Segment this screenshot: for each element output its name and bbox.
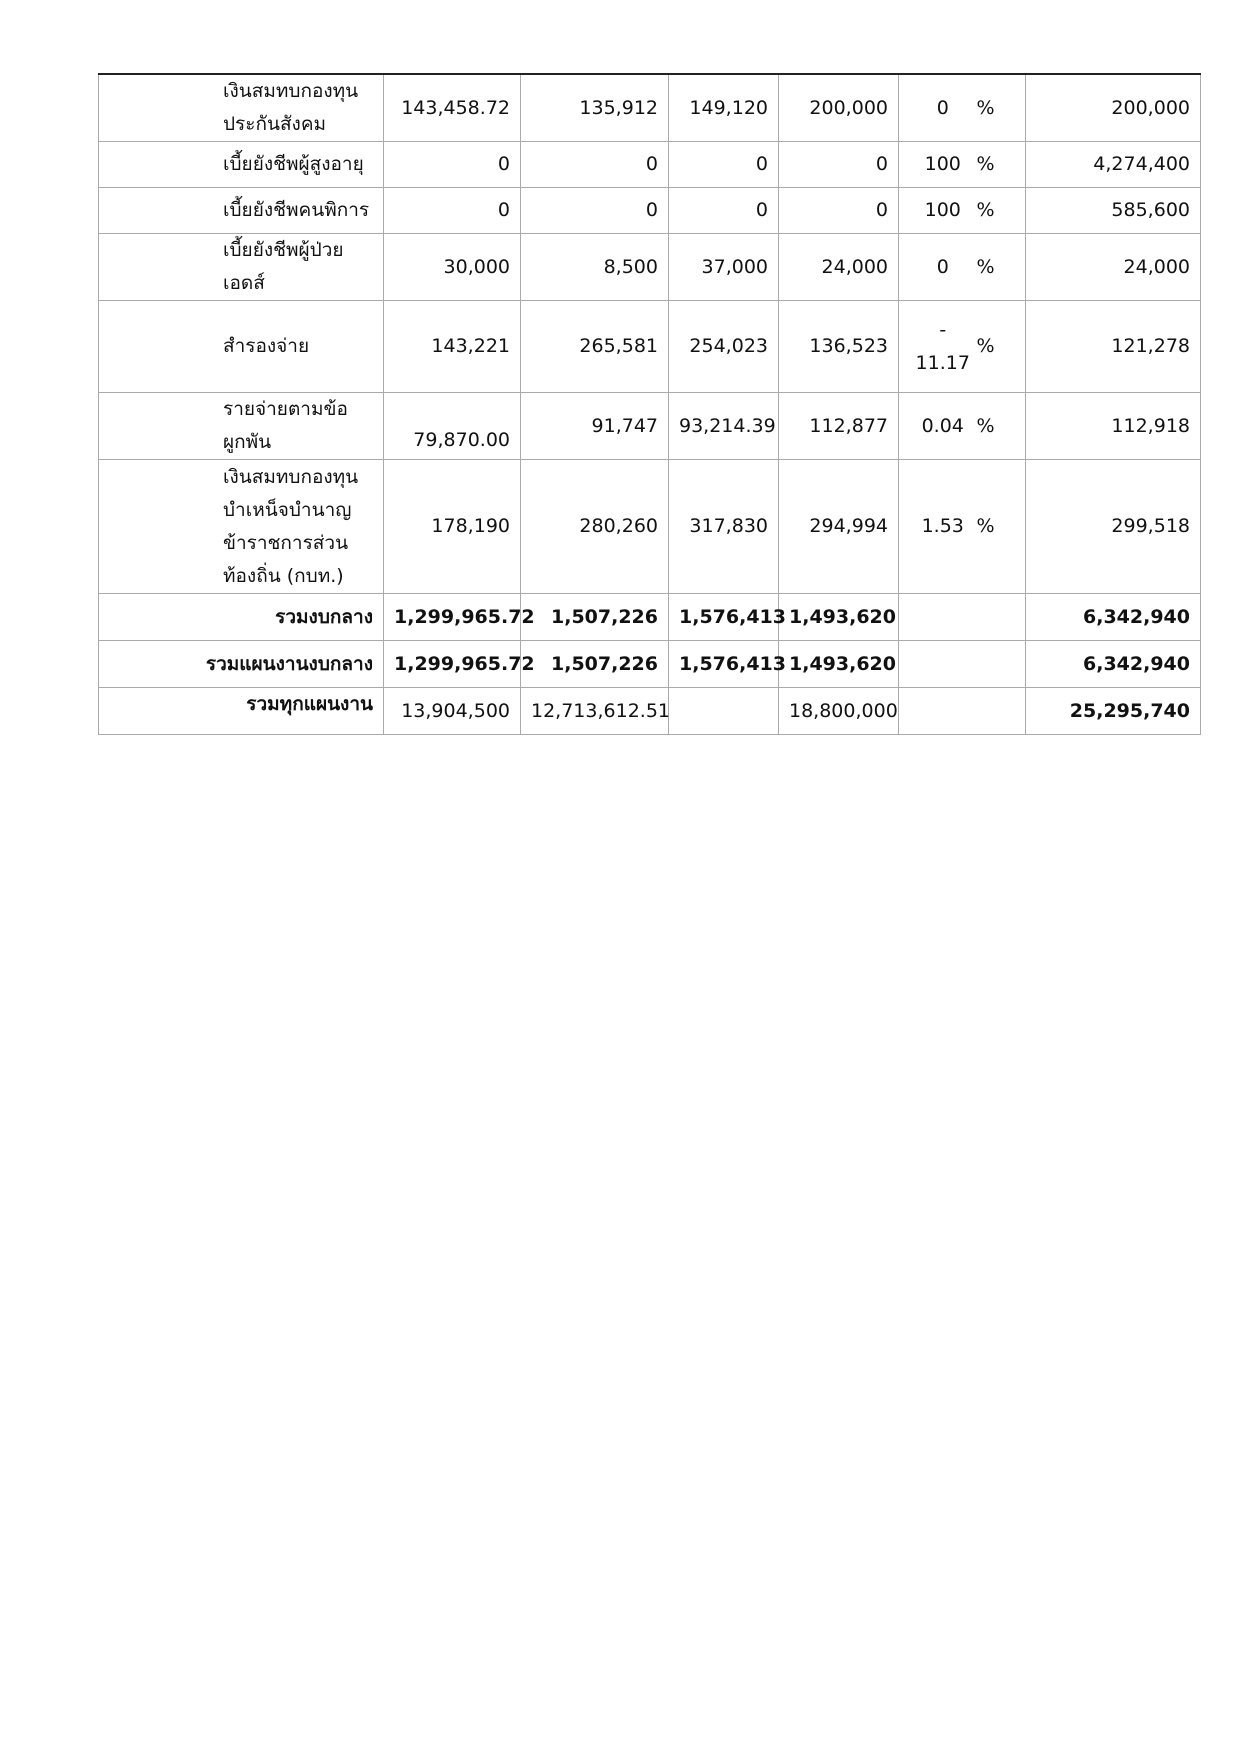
value-col4: 24,000: [779, 234, 899, 301]
total-label: รวมทุกแผนงาน: [99, 688, 384, 735]
row-name: เบี้ยยังชีพคนพิการ: [99, 188, 384, 234]
value-col4: 136,523: [779, 301, 899, 393]
value-col3: 317,830: [669, 460, 779, 594]
row-name: เบี้ยยังชีพผู้ป่วยเอดส์: [99, 234, 384, 301]
row-name: รายจ่ายตามข้อผูกพัน: [99, 393, 384, 460]
total-col1: 13,904,500: [384, 688, 521, 735]
value-final: 24,000: [1026, 234, 1201, 301]
negative-sign: -: [939, 318, 947, 341]
total-row: [99, 594, 1201, 641]
value-col1: 178,190: [384, 460, 521, 594]
empty-rate: [899, 688, 977, 735]
value-col1: 143,221: [384, 301, 521, 393]
value-col2: 265,581: [521, 301, 669, 393]
total-col1: 1,299,965.72: [384, 641, 521, 688]
total-col3: 1,576,413: [669, 594, 779, 641]
value-col4: 294,994: [779, 460, 899, 594]
total-col2: 1,507,226: [521, 641, 669, 688]
value-col2: 8,500: [521, 234, 669, 301]
value-col3: 0: [669, 188, 779, 234]
change-rate: 11.17: [915, 351, 970, 374]
total-col4: 18,800,000: [779, 688, 899, 735]
total-col2: 12,713,612.51: [521, 688, 669, 735]
value-col2: 0: [521, 142, 669, 188]
row-name: เบี้ยยังชีพผู้สูงอายุ: [99, 142, 384, 188]
total-col4: 1,493,620: [779, 594, 899, 641]
value-col3: 37,000: [669, 234, 779, 301]
total-col3: [669, 688, 779, 735]
change-rate: 1.53: [899, 460, 977, 594]
table-row: [99, 234, 1201, 301]
value-col1: 143,458.72: [384, 74, 521, 142]
table-row: [99, 74, 1201, 142]
change-rate: 100: [899, 188, 977, 234]
percent-sign: %: [977, 188, 1026, 234]
value-final: 4,274,400: [1026, 142, 1201, 188]
table-row: [99, 301, 1201, 393]
total-col1: 1,299,965.72: [384, 594, 521, 641]
row-name: เงินสมทบกองทุนประกันสังคม: [99, 74, 384, 142]
percent-sign: %: [977, 234, 1026, 301]
value-final: 112,918: [1026, 393, 1201, 460]
value-col4: 0: [779, 142, 899, 188]
empty-rate: [899, 641, 977, 688]
total-label: รวมแผนงานงบกลาง: [99, 641, 384, 688]
percent-sign: %: [977, 460, 1026, 594]
percent-sign: %: [977, 142, 1026, 188]
budget-table: [98, 73, 1201, 735]
empty-percent: [977, 594, 1026, 641]
value-col1: 0: [384, 188, 521, 234]
value-col3: 93,214.39: [669, 393, 779, 460]
percent-sign: %: [977, 301, 1026, 393]
total-label: รวมงบกลาง: [99, 594, 384, 641]
value-final: 200,000: [1026, 74, 1201, 142]
total-final: 6,342,940: [1026, 641, 1201, 688]
value-col2: 0: [521, 188, 669, 234]
total-col3: 1,576,413: [669, 641, 779, 688]
value-col2: 280,260: [521, 460, 669, 594]
value-col2: 135,912: [521, 74, 669, 142]
row-name: สำรองจ่าย: [99, 301, 384, 393]
percent-sign: %: [977, 393, 1026, 460]
total-final: 6,342,940: [1026, 594, 1201, 641]
total-final: 25,295,740: [1026, 688, 1201, 735]
value-final: 585,600: [1026, 188, 1201, 234]
table-row: [99, 393, 1201, 460]
value-col3: 0: [669, 142, 779, 188]
empty-percent: [977, 688, 1026, 735]
table-row: [99, 460, 1201, 594]
value-col1: 79,870.00: [384, 393, 521, 460]
empty-rate: [899, 594, 977, 641]
change-rate: 100: [899, 142, 977, 188]
value-final: 299,518: [1026, 460, 1201, 594]
value-col1: 30,000: [384, 234, 521, 301]
change-rate: 0: [899, 74, 977, 142]
value-col4: 0: [779, 188, 899, 234]
percent-sign: %: [977, 74, 1026, 142]
total-col2: 1,507,226: [521, 594, 669, 641]
change-rate: 0.04: [899, 393, 977, 460]
value-col1: 0: [384, 142, 521, 188]
value-col4: 112,877: [779, 393, 899, 460]
total-col4: 1,493,620: [779, 641, 899, 688]
total-row: [99, 688, 1201, 735]
total-row: [99, 641, 1201, 688]
change-rate: 0: [899, 234, 977, 301]
empty-percent: [977, 641, 1026, 688]
value-col3: 149,120: [669, 74, 779, 142]
table-row: [99, 188, 1201, 234]
table-row: [99, 142, 1201, 188]
value-col3: 254,023: [669, 301, 779, 393]
row-name: เงินสมทบกองทุนบำเหน็จบำนาญข้าราชการส่วนท้องถิ่น (กบท.): [99, 460, 384, 594]
change-rate-cell: [899, 301, 977, 393]
value-final: 121,278: [1026, 301, 1201, 393]
value-col2: 91,747: [521, 393, 669, 460]
value-col4: 200,000: [779, 74, 899, 142]
